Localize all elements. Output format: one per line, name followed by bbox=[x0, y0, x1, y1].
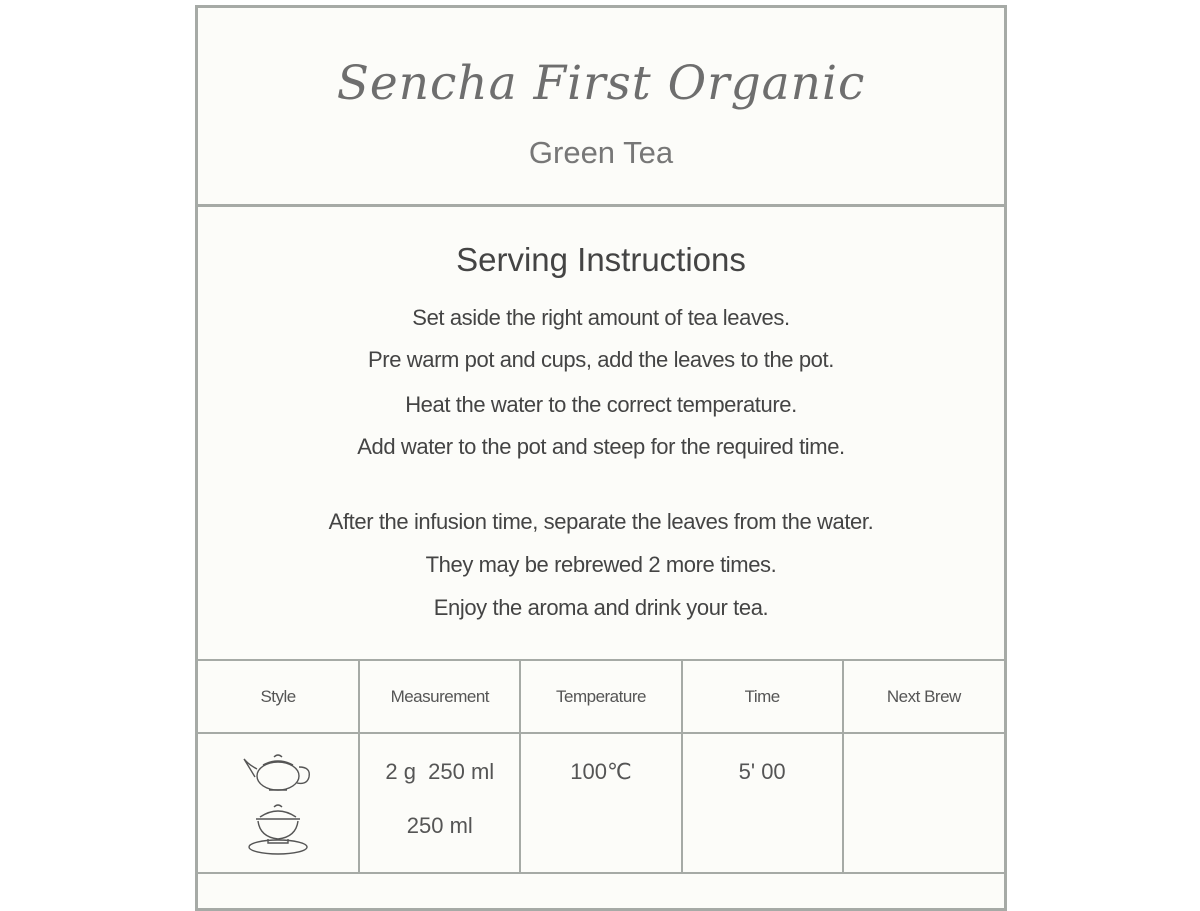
header-next-brew: Next Brew bbox=[843, 661, 1004, 733]
measurement-pot: 2 g 250 ml bbox=[385, 759, 495, 784]
instruction-line: Add water to the pot and steep for the required time. bbox=[357, 434, 845, 459]
teapot-icon bbox=[241, 749, 315, 793]
measurement-cell bbox=[359, 733, 520, 873]
instruction-line: They may be rebrewed 2 more times. bbox=[425, 552, 777, 577]
instruction-line: Enjoy the aroma and drink your tea. bbox=[433, 595, 769, 620]
instruction-line: Pre warm pot and cups, add the leaves to the pot. bbox=[368, 347, 834, 372]
style-cell bbox=[198, 733, 359, 873]
serving-instructions bbox=[198, 207, 1004, 661]
instruction-line: After the infusion time, separate the leaves from the water. bbox=[328, 509, 874, 534]
product-type: Green Tea bbox=[528, 135, 674, 170]
measurement-gaiwan: 250 ml bbox=[406, 813, 473, 838]
table-header-row bbox=[198, 661, 1004, 733]
header-time: Time bbox=[682, 661, 843, 733]
header-style: Style bbox=[198, 661, 359, 733]
time-value: 5' 00 bbox=[738, 759, 786, 784]
table-row bbox=[198, 733, 1004, 873]
product-header bbox=[198, 8, 1004, 207]
next-brew-cell bbox=[843, 733, 1004, 873]
brewing-table bbox=[198, 661, 1004, 874]
instruction-line: Heat the water to the correct temperature. bbox=[405, 392, 797, 417]
temperature-cell bbox=[520, 733, 681, 873]
tea-info-card bbox=[195, 5, 1007, 911]
temperature-value: 100℃ bbox=[570, 759, 632, 784]
header-measurement: Measurement bbox=[359, 661, 520, 733]
time-cell bbox=[682, 733, 843, 873]
header-temperature: Temperature bbox=[520, 661, 681, 733]
product-name: Sencha First Organic bbox=[336, 56, 866, 111]
instructions-title: Serving Instructions bbox=[456, 241, 746, 278]
gaiwan-icon bbox=[246, 801, 310, 857]
instruction-line: Set aside the right amount of tea leaves. bbox=[412, 305, 790, 330]
